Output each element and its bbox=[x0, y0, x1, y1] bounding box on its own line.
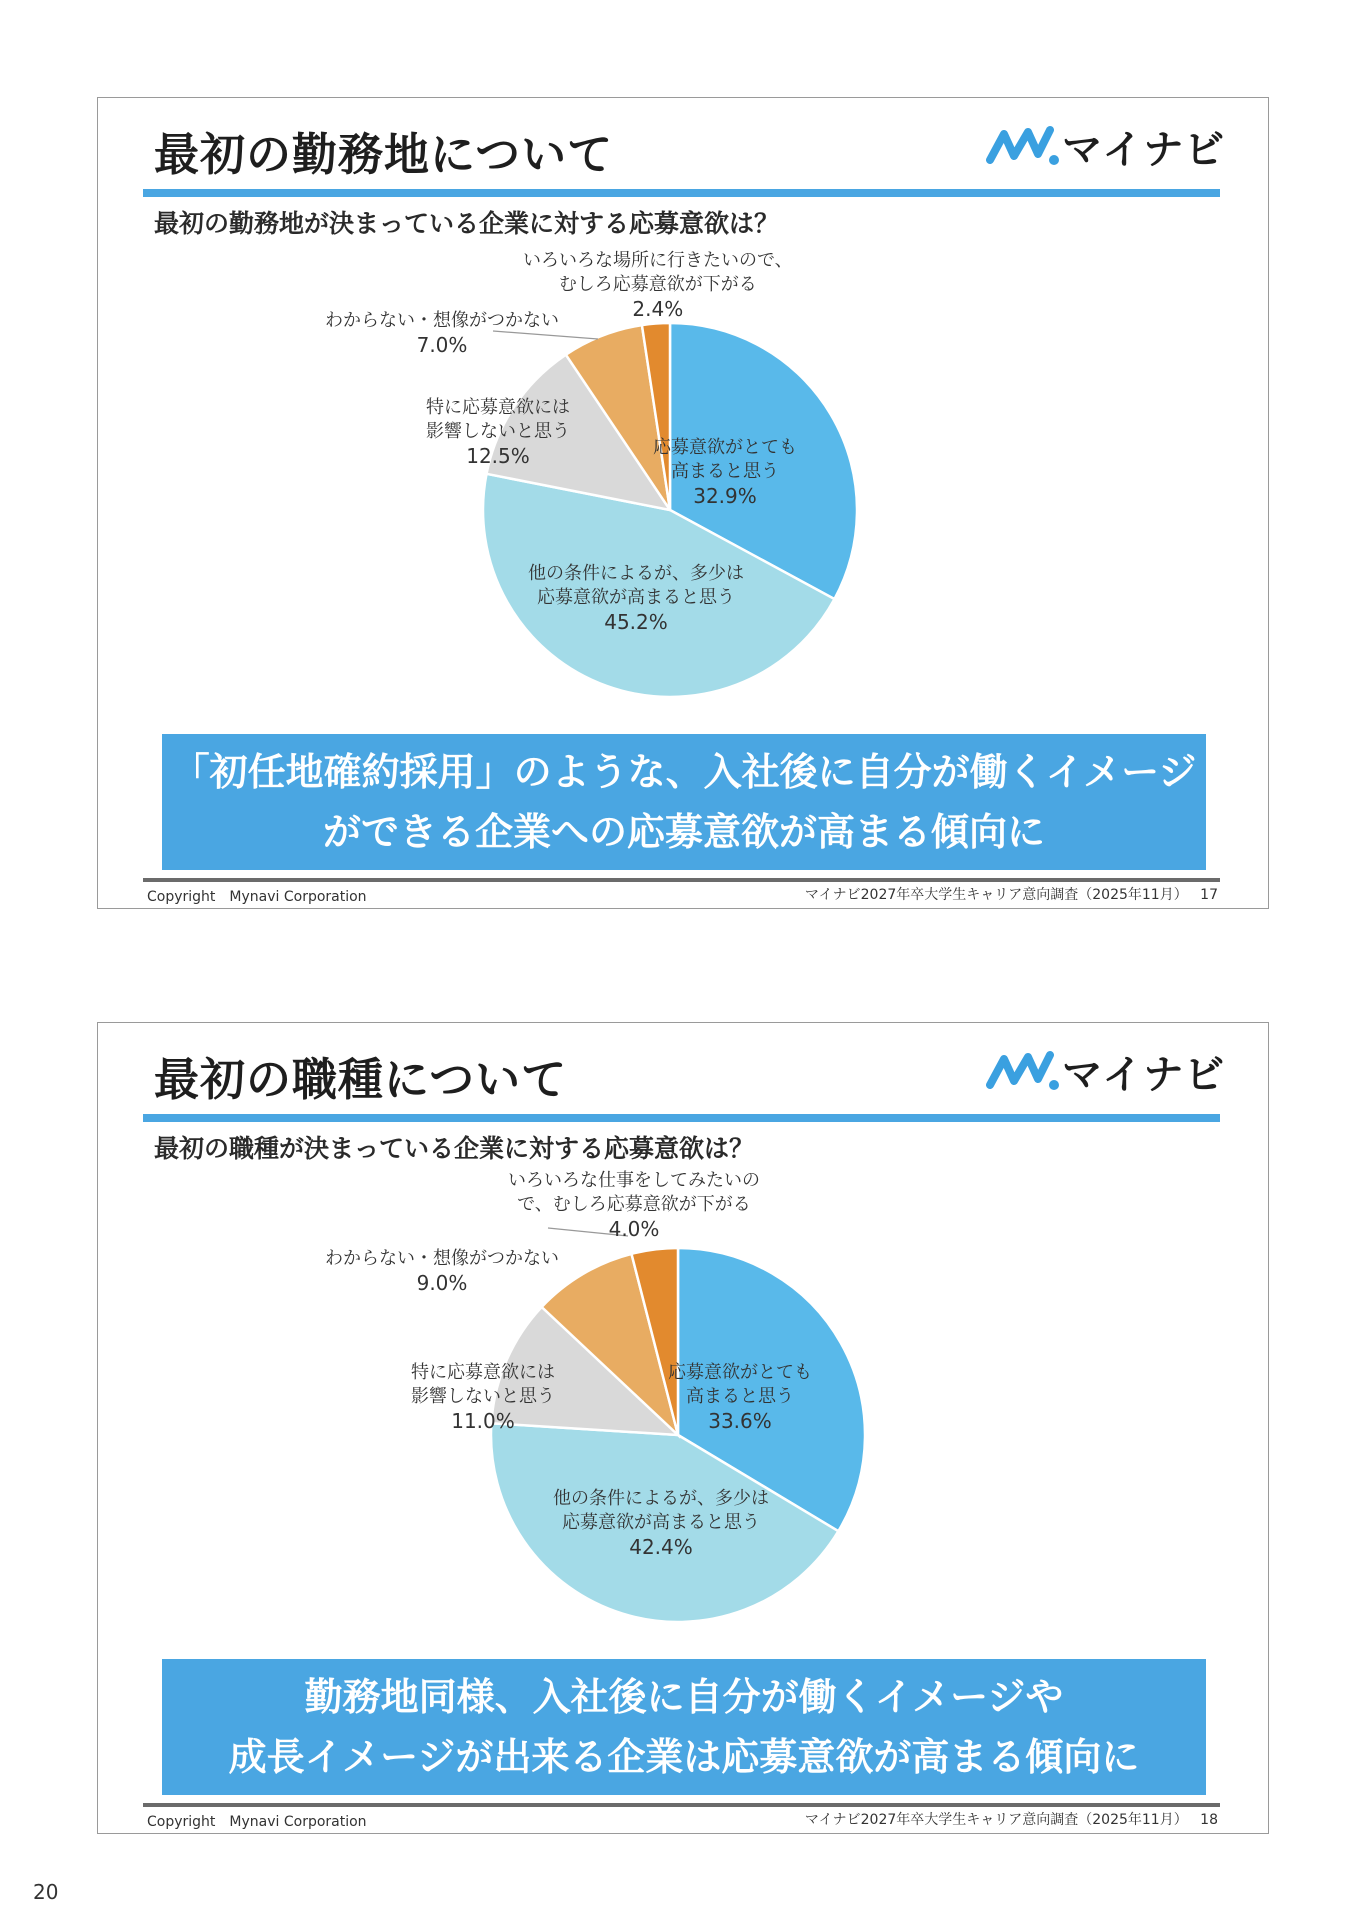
slide-number: 18 bbox=[1200, 1812, 1218, 1828]
slide-workplace bbox=[97, 97, 1269, 909]
callout-box bbox=[162, 1659, 1206, 1795]
data-label-slice-4: いろいろな仕事をしてみたいの で、むしろ応募意欲が下がる 4.0% bbox=[508, 1170, 760, 1241]
chart-question: 最初の勤務地が決まっている企業に対する応募意欲は？ bbox=[154, 209, 780, 238]
copyright-text: Copyright Mynavi Corporation bbox=[147, 1814, 367, 1830]
slide-title: 最初の職種について bbox=[154, 1053, 568, 1106]
footer-rule bbox=[143, 1803, 1220, 1807]
slide-job-type bbox=[97, 1022, 1269, 1834]
data-label-slice-2: 特に応募意欲には 影響しないと思う 11.0% bbox=[411, 1362, 555, 1433]
source-text: マイナビ2027年卒大学生キャリア意向調査（2025年11月） bbox=[804, 1812, 1188, 1828]
data-label-slice-1: 他の条件によるが、多少は 応募意欲が高まると思う 45.2% bbox=[528, 563, 744, 634]
callout-box bbox=[162, 734, 1206, 870]
logo-text: マイナビ bbox=[1062, 127, 1226, 173]
footer-source bbox=[805, 1809, 1218, 1829]
callout-line-2: 成長イメージが出来る企業は応募意欲が高まる傾向に bbox=[228, 1735, 1140, 1779]
footer-source bbox=[805, 884, 1218, 904]
data-label-slice-2: 特に応募意欲には 影響しないと思う 12.5% bbox=[426, 397, 570, 468]
page-number: 20 bbox=[33, 1880, 59, 1904]
data-label-slice-0: 応募意欲がとても 高まると思う 33.6% bbox=[668, 1362, 812, 1433]
copyright-text: Copyright Mynavi Corporation bbox=[147, 889, 367, 905]
callout-line-1: 勤務地同様、入社後に自分が働くイメージや bbox=[304, 1675, 1064, 1719]
callout-line-2: ができる企業への応募意欲が高まる傾向に bbox=[322, 810, 1045, 854]
chart-question: 最初の職種が決まっている企業に対する応募意欲は？ bbox=[154, 1134, 755, 1163]
data-label-slice-4: いろいろな場所に行きたいので、 むしろ応募意欲が下がる 2.4% bbox=[523, 250, 793, 321]
slide-number: 17 bbox=[1200, 887, 1218, 903]
data-label-slice-3: わからない・想像がつかない 9.0% bbox=[325, 1248, 559, 1295]
callout-line-1: 「初任地確約採用」のような、入社後に自分が働くイメージ bbox=[171, 750, 1197, 794]
data-label-slice-1: 他の条件によるが、多少は 応募意欲が高まると思う 42.4% bbox=[553, 1488, 769, 1559]
source-text: マイナビ2027年卒大学生キャリア意向調査（2025年11月） bbox=[804, 887, 1188, 903]
data-label-slice-3: わからない・想像がつかない 7.0% bbox=[325, 310, 559, 357]
footer-rule bbox=[143, 878, 1220, 882]
logo-text: マイナビ bbox=[1062, 1052, 1226, 1098]
data-label-slice-0: 応募意欲がとても 高まると思う 32.9% bbox=[653, 437, 797, 508]
slide-title: 最初の勤務地について bbox=[154, 128, 614, 181]
